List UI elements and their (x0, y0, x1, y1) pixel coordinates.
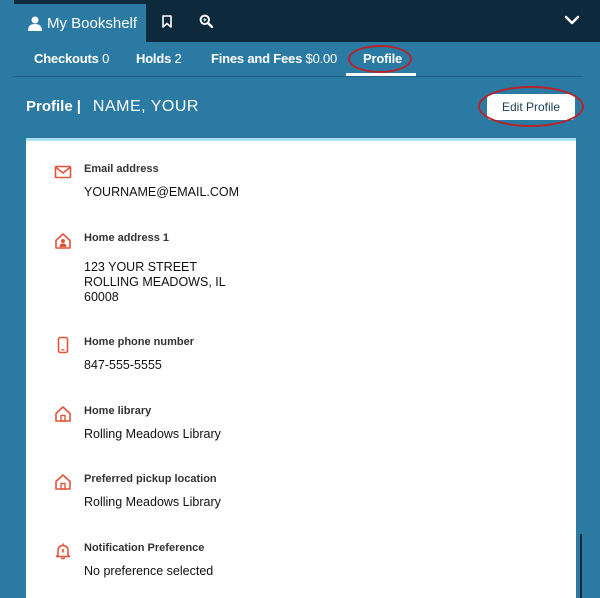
profile-card (26, 138, 576, 598)
field-address-label: Home address 1 (84, 232, 169, 244)
field-phone-label: Home phone number (84, 336, 195, 348)
page-title (26, 98, 199, 116)
active-tab-indicator (346, 73, 416, 76)
field-address-line1: 123 YOUR STREET (84, 260, 198, 274)
field-address-line2: ROLLING MEADOWS, IL (84, 275, 226, 289)
field-pickup-value: Rolling Meadows Library (84, 495, 221, 509)
tab-my-bookshelf-label: My Bookshelf (47, 14, 138, 32)
bookmark-button[interactable] (158, 12, 176, 30)
field-notification-value: No preference selected (84, 564, 214, 578)
patron-name: NAME, YOUR (92, 98, 199, 115)
home-user-icon (54, 232, 72, 250)
phone-icon (54, 336, 72, 354)
subnav-profile-label: Profile (363, 51, 403, 66)
expand-menu-button[interactable] (564, 12, 580, 33)
chevron-down-icon (564, 12, 580, 28)
subnav-fines-count: $0.00 (305, 51, 338, 66)
tab-my-bookshelf[interactable] (14, 4, 146, 42)
envelope-icon (54, 163, 72, 181)
user-icon (28, 16, 42, 31)
page-title-label: Profile (26, 98, 73, 115)
field-phone-value: 847-555-5555 (84, 358, 162, 372)
field-notification-label: Notification Preference (84, 542, 205, 554)
field-email-value: YOURNAME@EMAIL.COM (84, 185, 240, 199)
subnav-holds[interactable] (136, 51, 182, 66)
page-title-separator: | (76, 98, 81, 115)
scrollbar[interactable] (580, 534, 582, 598)
top-bar-edge (0, 0, 14, 42)
field-library-label: Home library (84, 405, 152, 417)
subnav-checkouts-count: 0 (102, 51, 110, 66)
annotation-circle-edit (478, 86, 584, 127)
home-icon (54, 473, 72, 491)
subnav-checkouts-label: Checkouts (34, 51, 99, 66)
field-email-label: Email address (84, 163, 159, 175)
subnav-checkouts[interactable] (34, 51, 109, 66)
top-bar (0, 0, 600, 42)
subnav-holds-count: 2 (174, 51, 182, 66)
field-pickup-label: Preferred pickup location (84, 473, 217, 485)
home-icon (54, 405, 72, 423)
account-subnav (14, 42, 583, 77)
field-address-line3: 60008 (84, 290, 119, 304)
subnav-fines-label: Fines and Fees (211, 51, 303, 66)
field-library-value: Rolling Meadows Library (84, 427, 221, 441)
subnav-holds-label: Holds (136, 51, 172, 66)
bell-icon (54, 542, 72, 560)
search-button[interactable] (197, 12, 215, 30)
search-icon (199, 14, 213, 28)
subnav-fines-and-fees[interactable] (211, 51, 337, 66)
edit-profile-button[interactable]: Edit Profile (487, 94, 575, 120)
bookmark-icon (162, 15, 172, 28)
annotation-circle-profile (348, 45, 412, 73)
